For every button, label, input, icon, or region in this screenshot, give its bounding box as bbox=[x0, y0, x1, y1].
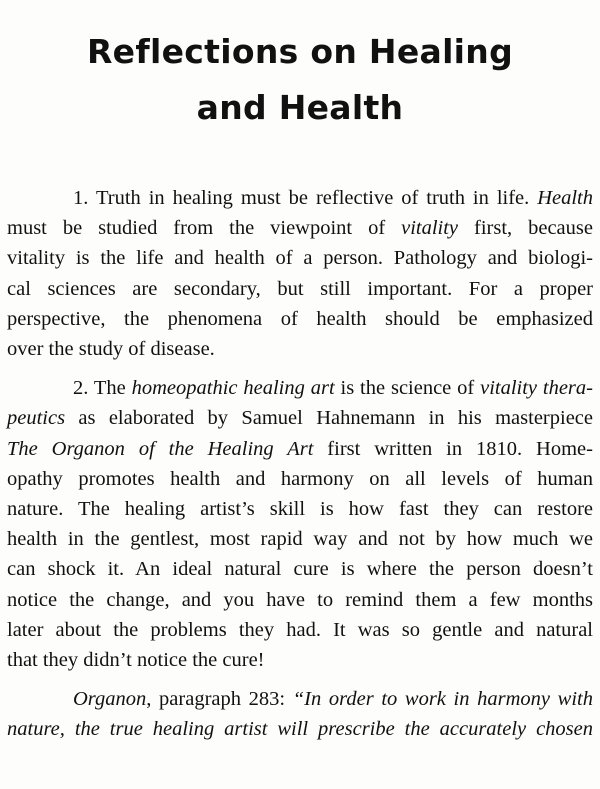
text-line: vitality is the life and health of a person. Pathology and biologi- bbox=[7, 247, 593, 270]
text-line: 1. Truth in healing must be reflective of truth in life. Health bbox=[73, 187, 593, 209]
text-line: opathy promotes health and harmony on all levels of human bbox=[7, 467, 593, 490]
text-line: must be studied from the viewpoint of vitality first, because bbox=[7, 217, 593, 240]
paragraph-3 bbox=[7, 684, 593, 744]
page-title bbox=[0, 24, 600, 136]
text-line: can shock it. An ideal natural cure is where the person doesn’t bbox=[7, 558, 593, 581]
text-line: later about the problems they had. It was so gentle and natural bbox=[7, 618, 593, 641]
text-line: 2. The homeopathic healing art is the science of vitality thera- bbox=[73, 377, 593, 400]
paragraph-2 bbox=[7, 373, 593, 675]
body-text bbox=[7, 183, 593, 745]
text-line: over the study of disease. bbox=[7, 338, 215, 361]
text-line: nature. The healing artist’s skill is how fast they can restore bbox=[7, 498, 593, 521]
text-line: notice the change, and you have to remind them a few months bbox=[7, 588, 593, 611]
text-line: that they didn’t notice the cure! bbox=[7, 649, 265, 672]
title-line-2: and Health bbox=[196, 88, 404, 128]
paragraph-1 bbox=[7, 183, 593, 364]
text-line: perspective, the phenomena of health should be emphasized bbox=[7, 307, 593, 330]
text-line: peutics as elaborated by Samuel Hahnemann in his masterpiece bbox=[7, 407, 593, 430]
text-line: Organon, paragraph 283: “In order to work in harmony with bbox=[73, 688, 593, 711]
title-line-1: Reflections on Healing bbox=[86, 32, 514, 72]
text-line: health in the gentlest, most rapid way and not by how much we bbox=[7, 528, 593, 551]
text-line: cal sciences are secondary, but still important. For a proper bbox=[7, 277, 593, 300]
text-line: nature, the true healing artist will prescribe the accurately chosen bbox=[7, 718, 593, 741]
text-line: The Organon of the Healing Art first written in 1810. Home- bbox=[7, 437, 593, 460]
